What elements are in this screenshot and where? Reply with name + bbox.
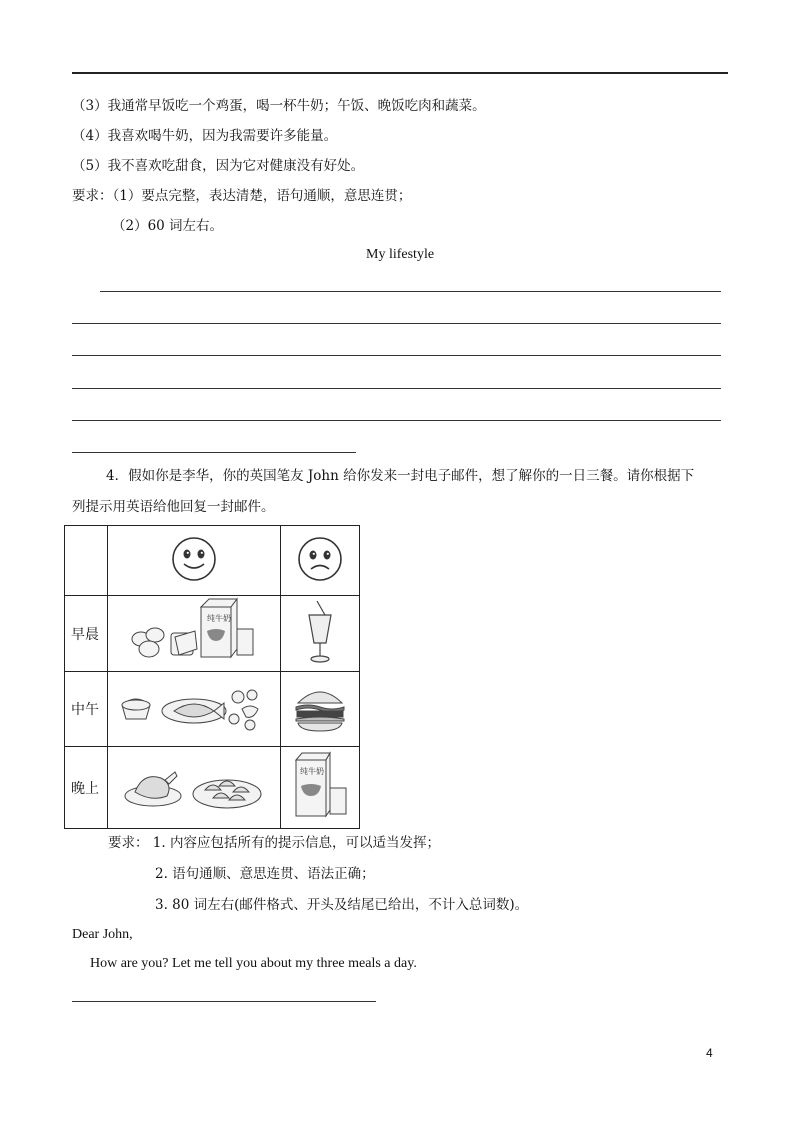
item-3: （3）我通常早饭吃一个鸡蛋，喝一杯牛奶；午饭、晚饭吃肉和蔬菜。 — [72, 98, 486, 114]
corner-cell — [65, 526, 108, 596]
row-label-evening: 晚上 — [65, 747, 108, 829]
header-rule — [72, 72, 728, 74]
writing-line[interactable] — [72, 355, 721, 356]
item-5: （5）我不喜欢吃甜食，因为它对健康没有好处。 — [72, 158, 365, 174]
evening-like-cell — [108, 747, 281, 829]
writing-line[interactable] — [72, 388, 721, 389]
row-label-noon: 中午 — [65, 672, 108, 747]
letter-greeting: Dear John, — [72, 927, 133, 942]
meal-table — [64, 525, 360, 829]
sad-face-icon — [295, 534, 345, 584]
row-label-morning: 早晨 — [65, 596, 108, 672]
like-header-cell — [108, 526, 281, 596]
noon-like-cell — [108, 672, 281, 747]
letter-opening: How are you? Let me tell you about my three meals a day. — [90, 956, 417, 971]
evening-dislike-cell — [281, 747, 360, 829]
milk-carton-icon — [288, 750, 352, 822]
requirement-item-1: 要求： 1. 内容应包括所有的提示信息，可以适当发挥； — [108, 835, 440, 851]
smiley-face-icon — [169, 534, 219, 584]
eggs-bread-milk-icon — [119, 597, 269, 667]
carton-label: 纯牛奶 — [207, 613, 231, 623]
dislike-header-cell — [281, 526, 360, 596]
chicken-dumplings-icon — [119, 756, 269, 816]
page-number: 4 — [706, 1046, 713, 1060]
prompt-line-1: 4．假如你是李华，你的英国笔友 John 给你发来一封电子邮件，想了解你的一日三餐。请你根据下 — [106, 468, 695, 484]
morning-like-cell — [108, 596, 281, 672]
hamburger-icon — [290, 677, 350, 737]
writing-line[interactable] — [72, 323, 721, 324]
rice-fish-vegetables-icon — [114, 675, 274, 740]
prompt-line-2: 列提示用英语给他回复一封邮件。 — [72, 499, 275, 515]
requirement-1: 要求：（1）要点完整，表达清楚，语句通顺，意思连贯； — [72, 188, 412, 204]
juice-glass-icon — [295, 597, 345, 667]
carton-label: 纯牛奶 — [300, 766, 324, 776]
noon-dislike-cell — [281, 672, 360, 747]
writing-line[interactable] — [72, 452, 356, 453]
writing-line[interactable] — [100, 291, 721, 292]
morning-dislike-cell — [281, 596, 360, 672]
requirement-item-3: 3. 80 词左右(邮件格式、开头及结尾已给出，不计入总词数)。 — [155, 897, 529, 913]
essay-title: My lifestyle — [366, 247, 435, 262]
item-4: （4）我喜欢喝牛奶，因为我需要许多能量。 — [72, 128, 338, 144]
writing-line[interactable] — [72, 420, 721, 421]
writing-line[interactable] — [72, 1001, 376, 1002]
requirement-item-2: 2. 语句通顺、意思连贯、语法正确； — [155, 866, 375, 882]
requirement-2: （2）60 词左右。 — [112, 218, 224, 234]
